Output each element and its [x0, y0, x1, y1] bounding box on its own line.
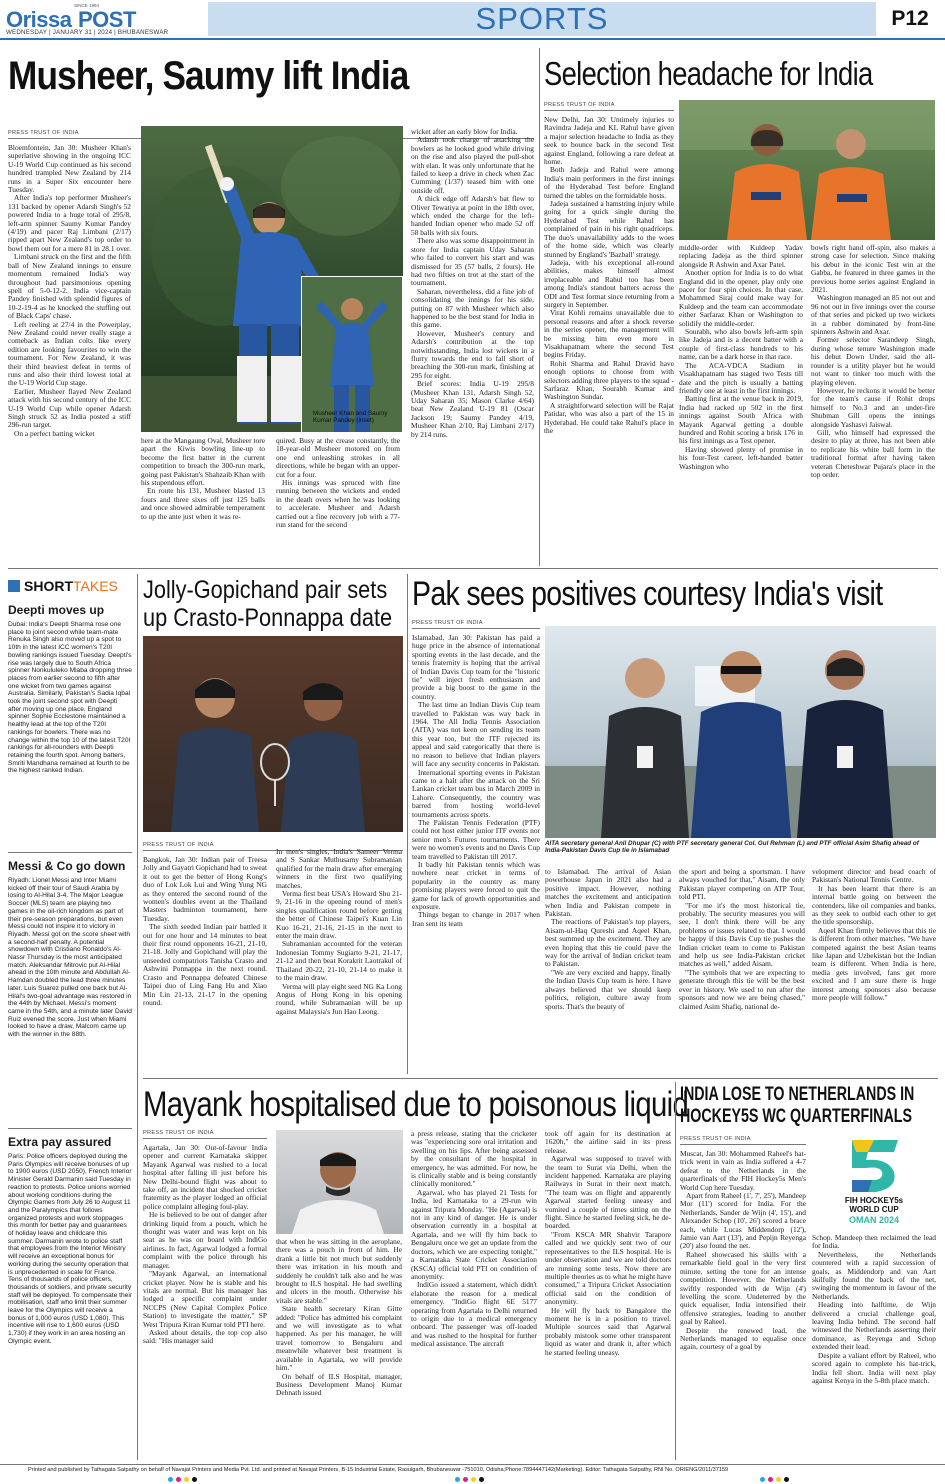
- officials-illustration: [545, 626, 936, 838]
- story2-para: middle-order with Kuldeep Yadav replacing Jadeja as the third spinner alongside R Ashwin and Axar Patel.: [679, 244, 803, 269]
- story5-photo: [276, 1130, 403, 1234]
- story3-byline: PRESS TRUST OF INDIA: [143, 842, 214, 848]
- story4-para: It badly hit Pakistan tennis which was nowhere near cricket in terms of popularity in the country as many promising players were forced to quit the game for lack of growth opportunities and exposure.: [412, 859, 540, 911]
- short-takes-rule-1: [8, 852, 132, 853]
- story2-para: bowls right hand off-spin, also makes a strong case for selection. Since making his debut in the iconic Test win at the Gabba, he featured in three games in the previous home series against England in 2021.: [811, 244, 935, 295]
- story2-para: Another option for India is to do what England did in the opener, play only one pacer for four spin choices. In that case, Mohammed Siraj could make way for Kuldeep and the team can accommodate either Sarfaraz Khan or Washington to solidify the middle-order.: [679, 268, 803, 328]
- story5-para: "Mayank Agarwal, an international cricket player. Now he is stable and his vitals are normal. But his manager has lodged a specific complaint under NCCPS (New Capital Complex Police Station) to investigate the matter," SP West Tripura Kiran Kumar told PTI here.: [143, 1269, 267, 1329]
- reg-dot-yellow: [184, 1477, 189, 1482]
- story1-para: However, Musheer's century and Adarsh's contribution at the top notwithstanding, India lost wickets in a flurry towards the end to fall short of breaching the 300-run mark, finishing at 295 for eight.: [411, 328, 534, 380]
- hockey5s-logo: [812, 1136, 936, 1228]
- hockey5s-logo-line3: OMAN 2024: [848, 1215, 900, 1225]
- section-title: SPORTS: [475, 1, 609, 36]
- story4-caption: AITA secretary general Anil Dhupar (C) with PTF secretary general Col. Gul Rehman (L) and PTF official Asim Shafiq ahead of India-Pakistan Davis Cup tie in Islamabad: [545, 840, 919, 855]
- short-take-deepti: [8, 604, 132, 844]
- story6-para: Despite a valiant effort by Raheel, who scored again to complete his hat-trick, India fell short. India will next play against Kenya in the 5-8th place match.: [812, 1350, 936, 1385]
- story5-col-1: [143, 1144, 267, 1460]
- reg-dot-cyan: [168, 1477, 173, 1482]
- reg-dot-magenta: [176, 1477, 181, 1482]
- story5-para: that when he was sitting in the aeroplane, there was a pouch in front of him. He drank a little bit not much but suddenly there was irritation in his mouth and suddenly he couldn't talk also and he was brought to ILS hospital. He had swelling and ulcers in the mouth. Otherwise his vitals are stable.": [276, 1238, 402, 1305]
- story6-para: Despite the renewed lead, the Netherlands managed to equalise once again, courtesy of a goal by: [680, 1325, 806, 1352]
- story4-col-3: [679, 868, 805, 1074]
- story5-para: Agarwal was supposed to travel with the team to Surat via Delhi, when the incident happened. Karnataka are playing Railways in Surat in their next match. "The team was on flight and apparently Agarwal started feeling uneasy and vomited a couple of times sitting on the flight. Since he started feeling sick, he de-boarded.: [545, 1154, 671, 1231]
- story5-para: took off again for its destination at 1620h," the airline said in its press release.: [545, 1130, 671, 1155]
- story1-col-4: [411, 128, 534, 561]
- story4-para: to Islamabad. The arrival of Asian powerhouse Japan in 2021 also had a positive impact. However, nothing matches the excitement and anticipation when India and Pakistan compete in Pakistan.: [545, 868, 671, 919]
- story2-para: Rohit Sharma and Rahul Dravid have enough options to choose from with selectors adding three players to the squad - Sarfaraz Khan, Sourabh Kumar and Washington Sundar.: [544, 358, 674, 402]
- story2-para: Sourabh, who also bowls left-arm spin like Jadeja and is a decent batter with a couple of first-class hundreds to his name, can be a dark horse in that race.: [679, 327, 803, 362]
- reg-dot-magenta: [463, 1477, 468, 1482]
- story4-para: The last time an Indian Davis Cup team travelled to Pakistan was way back in 1964. The All India Tennis Association (AITA) was not keen on sending its team this year too, but the ITF rejected its appeal and said categorically that there is no reason to believe that Indian players will face any security concerns in Pakistan.: [412, 700, 540, 769]
- story5-col-2: [276, 1238, 402, 1460]
- short-take-messi: [8, 860, 132, 1122]
- story1-col-1: [8, 144, 131, 560]
- reg-dot-magenta: [768, 1477, 773, 1482]
- reg-dot-cyan: [760, 1477, 765, 1482]
- story4-para: Aqeel Khan firmly believes that this tie is different from other matches. "We have competed against the best Asian teams like Japan and Uzbekistan but the Indian team is different. When India is here, media gets involved, fans get more excited and I am sure there is huge interest among sponsors also because more people will follow.": [812, 925, 936, 1003]
- story1-headline: Musheer, Saumy lift India: [8, 54, 409, 98]
- story3-para: Subramanian accounted for the veteran Indonesian Tommy Sugiarto 9-21, 21-17, 21-12 and then beat Korakrit Laotrakul of Thailand 20-22, 21-10, 21-14 to make it to the main draw.: [276, 939, 402, 983]
- story5-para: a press release, stating that the cricketer was "experiencing sore oral irritation and swelling on his lips. After being assessed by the consultant of the hospital in emergency, he was admitted. For now, he is clinically stable and is being constantly clinically monitored.": [411, 1130, 537, 1189]
- story4-para: Islamabad, Jan 30: Pakistan has paid a huge price in the absence of international sporting events in the last decade, and the tennis fraternity is hoping that the arrival of Indian Davis Cup team for the "historic tie" will inject fresh enthusiasm and provide a big boost to the game in the country.: [412, 634, 540, 701]
- story1-para: His innings was spruced with fine running between the wickets and ended in the death overs when he was looking to accelerate. Musheer and Adarsh carried out a fine recovery job with a 77-run stand for the second: [276, 478, 400, 530]
- story1-para: Adarsh took charge of attacking the bowlers as he looked good while driving on the rise and also played the pull-shot with elan. It was only unfortunate that he failed to keep a drive in check when Zac Cumming (1/37) teased him with one outside off.: [411, 135, 534, 195]
- short-takes-title-takes: TAKES: [73, 578, 118, 594]
- story2-col-3: [811, 244, 935, 562]
- bowler-illustration: [302, 277, 402, 432]
- story3-para: In men's singles, India's Sameer Verma and S Sankar Muthusamy Subramanian qualified for the main draw after emerging winners in the first two qualifying matches.: [276, 848, 402, 890]
- story4-para: Things began to change in 2017 when Iran sent its team: [412, 910, 540, 928]
- short-take-body: Dubai: India's Deepti Sharma rose one place to joint second while team-mate Renuka Singh also moved up a spot to 10th in the latest ICC women's T20I bowling rankings issued Tuesday. Deepti's rise was largely due to South Africa spinner Nonkululeko Mlaba dropping three places from earlier second to fifth after one wicket from two games against Australia. Similarly, Pakistan's Sadia Iqbal took the joint second spot with Deepti after moving up one place. England spinner Sophie Ecclestone maintained a healthy lead at the top of the T20I rankings for bowlers. There was no change within the top 10 of the latest T20I rankings for all-rounders with Deepti retaining the fourth spot. Among batters, Smriti Mandhana remained at fourth to be the highest ranked Indian.: [8, 621, 132, 775]
- story5-para: Agartala, Jan 30: Out-of-favour India opener and current Karnataka skipper Mayank Agarwal was rushed to a local hospital after falling ill just before his New Delhi-bound flight was about to take off, an incident that shocked cricket fraternity as the player lodged an official police complaint alleging foul-play.: [143, 1144, 267, 1211]
- short-take-body: Paris: Police officers deployed during the Paris Olympics will receive bonuses of up to 1900 euros (USD 2050), French Interior Minister Gerald Darmanin said Tuesday in reaction to protests. Police unions worried about working conditions during the Olympic Games from July 26 to August 11 and the Paralympics that follows organized protests and work stoppages this month for better pay and guarantees of holiday leave and childcare this summer. Darmanin wrote to police staff that employees from the Interior Ministry will receive an exceptional bonus for working during the security operation that is unprecedented in scale for France. Tens of thousands of police officers, thousands of soldiers, and private security staff will be deployed. To compensate their mobilisation, staff who limit their summer leave for the Olympics will receive a bonus of 1,000 euros (USD 1,080). This incentive will rise to 1,600 euros (USD 1,730) if they work in an area hosting an Olympic event.: [8, 1153, 132, 1345]
- story6-col-1: [680, 1150, 806, 1460]
- story3-headline-line1: Jolly-Gopichand pair sets: [143, 576, 388, 604]
- short-takes-header: [8, 578, 134, 594]
- vertical-rule-3: [407, 574, 408, 1074]
- story1-para: Earlier, Musheer flayed New Zealand attack with his second century of the ICC U-19 World Cup while opener Adarsh Singh struck 52 as India posted a stiff 296-run target.: [8, 386, 131, 430]
- story4-para: "We are very excited and happy, finally the Indian Davis Cup team is here. I have always believed that we should keep politics, religion, culture away from sports. That's the beauty of: [545, 967, 671, 1011]
- story4-para: The Pakistan Tennis Federation (PTF) could not host either junior ITF events nor senior men's Futures tournaments. There were no women's events and no Davis Cup team travelled to Pakistan till 2017.: [412, 817, 540, 861]
- story2-photo: [679, 100, 935, 240]
- short-takes-marker: [8, 580, 20, 592]
- story6-byline-rule: [680, 1144, 806, 1145]
- story2-para: Jadeja sustained a hamstring injury while going for a quick single during the Hyderabad Test while Rahul has complained of pain in his right quadriceps. The duo's unavailability adds to the woes of the home side, which was clearly stunned by England's 'Bazball' strategy.: [544, 199, 674, 259]
- badminton-pair-illustration: [143, 636, 403, 832]
- story5-para: He is believed to be out of danger after drinking liquid from a pouch, which he thought was water and was kept on his seat as he was on board with IndiGo airlines. In fact, Agarwal lodged a formal complaint with the police through his manager.: [143, 1210, 267, 1270]
- story1-para: On a perfect batting wicket: [14, 428, 95, 438]
- section-band: [208, 2, 876, 36]
- hockey5s-5-icon: [812, 1136, 936, 1194]
- short-take-body: Riyadh: Lionel Messi and Inter Miami kicked off their tour of Saudi Arabia by losing to Al-Hilal 3-4. The Major League Soccer (MLS) team are playing two games in the oil-rich kingdom as part of their pre-season preparations, but even Messi could not inspire it to victory in Riyadh. Messi got on the score sheet with a second-half penalty. A potential showdown with Cristiano Ronaldo's Al-Nassr Thursday is the most anticipated match. Aleksandar Mitrovic put Al-Hilal ahead in the 10th minute and Abdullah Al-Hamdan doubled the lead three minutes later. Luis Suarez pulled one back but Al-Hilal's two-goal advantage was restored in the 44th by Michael. Messi's moment came in the 54th, and a minute later David Ruiz evened the score. Just when Miami looked to have a draw, Malcom came up with the winner in the 88th.: [8, 877, 132, 1039]
- vertical-rule-4: [675, 1082, 676, 1460]
- story1-inset-photo: [301, 276, 403, 432]
- story6-para: Apart from Raheel (1', 7', 25'), Mandeep Mor (11') scored for India. For the Netherlands, Sander de Wijn (4', 15'), and Alexander Schop (10', 26') scored a brace each, while Lucas Middendorp (12'), Jamie van Aart (13'), and Pepijn Reyenga (20') also found the net.: [680, 1191, 806, 1251]
- story1-para: Bloemfontein, Jan 30: Musheer Khan's superlative showing in the ongoing ICC U-19 World Cup continued as his second hundred trampled New Zealand by 214 runs in a Super Six encounter here Tuesday.: [8, 144, 131, 195]
- story2-para: New Delhi, Jan 30: Untimely injuries to Ravindra Jadeja and KL Rahul have given a major selection headache to India as they seek to bounce back in the second Test against England, following a rare defeat at home.: [544, 116, 674, 167]
- hockey5s-logo-line1: FIH HOCKEY5s: [844, 1196, 904, 1205]
- story5-para: Agarwal, who has played 21 Tests for India, led Karnataka to a 29-run win against Tripura Monday. "He (Agarwal) is not in any kind of danger. He is under observation currently in a hospital at Agartala, and we will fly him back to Bengaluru once we get an update from the doctors, which we are expecting tonight," a Karnataka State Cricket Association (KSCA) official told PTI on condition of anonymity.: [411, 1187, 537, 1281]
- story6-headline-line1: INDIA LOSE TO NETHERLANDS IN: [680, 1084, 915, 1105]
- story2-headline: Selection headache for India: [544, 55, 873, 92]
- short-take-heading: Extra pay assured: [8, 1136, 112, 1149]
- story5-headline: Mayank hospitalised due to poisonous liquid: [143, 1085, 689, 1124]
- story2-col-1: [544, 116, 674, 562]
- footer-rule: [0, 1464, 945, 1465]
- footer-imprint: Printed and published by Tathagata Satpathy on behalf of Navajat Printers and Media Pvt. Ltd. and printed at Navajat Printers, B-15 Industrial Estate, Rasulgarh, Bhubaneswar -751010, Odisha;Phone:7894447142(Marketing). Editor: Tathagata Satpathy, RNI No. ORIENG/2011/37159: [28, 1467, 729, 1473]
- story6-para: Nevertheless, the Netherlands countered with a rapid succession of goals, as Middendorp and van Aart skilfully found the back of the net, swinging the momentum in favour of the Netherlands.: [812, 1249, 936, 1301]
- story3-para: Verma will play eight seed NG Ka Long Angus of Hong Kong in his opening round, while Subramanian will be up against Malaysia's Jun Hao Leong.: [276, 981, 402, 1016]
- registration-marks: [0, 1476, 945, 1484]
- story1-caption: Musheer Khan and Saumy Kumar Pandey (inset): [313, 410, 388, 425]
- horizontal-rule-1: [8, 568, 938, 569]
- logo-tagline: SINCE 1994: [74, 3, 100, 8]
- page-number: P12: [891, 7, 929, 30]
- story6-col-2: [812, 1234, 936, 1460]
- story2-byline: PRESS TRUST OF INDIA: [544, 102, 615, 108]
- reg-dot-yellow: [471, 1477, 476, 1482]
- story1-photo: [141, 126, 403, 432]
- story5-para: On behalf of ILS Hospital, manager, Business Development Manoj Kumar Debnath issued: [276, 1371, 402, 1398]
- story1-para: wicket after an early blow for India.: [411, 128, 518, 136]
- story1-col-3: [276, 437, 400, 561]
- story5-para: "From KSCA MR Shahvir Tarapore called and we quickly sent two of our representatives to the ILS hospital. He is under observation and we are told doctors are running some tests. Now there are multiple theories as to what he might have consumed," a Tripura Cricket Association official said on the condition of anonymity.: [545, 1229, 671, 1307]
- reg-dot-black: [784, 1477, 789, 1482]
- story5-para: Asked about details, the top cop also said: "His manager said: [143, 1327, 267, 1346]
- story2-para: Virat Kohli remains unavailable due to personal reasons and after a shock reverse in the series opener, the management will be missing him even more in Visakhapatnam where the second Test begins Friday.: [544, 308, 674, 360]
- story4-headline: Pak sees positives courtesy India's visit: [412, 575, 883, 613]
- hockey5s-logo-line2: WORLD CUP: [849, 1205, 899, 1214]
- story4-col-1: [412, 634, 540, 1074]
- story2-byline-rule: [544, 110, 674, 111]
- story2-para: However, he reckons it would be better for the team's cause if Rohit drops himself to No.3 and an under-fire Shubman Gill opens the innings alongside Yashasvi Jaiswal.: [811, 385, 935, 429]
- story4-para: International sporting events in Pakistan came to a halt after the attack on the Sri Lankan cricket team bus in March 2009 in Lahore. Consequently, the country was barred from hosting world-level tournaments across sports.: [412, 767, 540, 819]
- dateline: WEDNESDAY | JANUARY 31 | 2024 | BHUBANESWAR: [6, 29, 169, 36]
- story2-para: Batting first at the venue back in 2019, India had racked up 502 in the first innings against South Africa with Mayank Agarwal getting a double hundred and Rohit scoring a brisk 176 in his first innings as a Test opener.: [679, 394, 803, 446]
- reg-dot-black: [192, 1477, 197, 1482]
- logo-word-orissa: Orissa: [6, 7, 72, 32]
- short-take-heading: Deepti moves up: [8, 604, 105, 617]
- story3-photo: [143, 636, 403, 832]
- vertical-rule-1: [539, 48, 540, 566]
- short-take-heading: Messi & Co go down: [8, 860, 126, 873]
- story2-col-2: [679, 244, 803, 562]
- reg-dot-yellow: [776, 1477, 781, 1482]
- story3-para: Verma first beat USA's Howard Shu 21-9, 21-16 in the opening round of men's singles qualification round before getting the better of Chinese Taipei's Kuan Lin Kuo 16-21, 21-16, 21-15 in the next to enter the main draw.: [276, 889, 402, 941]
- story4-para: "For me it's the most historical tie, probably. The security measures you will see, I don't think there will be any problems or issues related to that. I would be happy if this Davis Cup tie pushes the Indian cricket team to come to Pakistan and help us see India-Pakistan cricket matches as well," added Aisam.: [679, 900, 805, 969]
- story2-para: The ACA-VDCA Stadium in Visakhapatnam has staged two Tests till date and the pitch is usually a batting friendly one at least in the first innings.: [679, 360, 803, 395]
- story6-para: Heading into halftime, de Wijn delivered a crucial challenge goal, leaving India behind. The second half witnessed the Netherlands asserting their dominance, as Reyenga and Schop extended their lead.: [812, 1300, 936, 1352]
- story4-photo: [545, 626, 936, 838]
- story6-para: Raheel showcased his skills with a remarkable field goal in the very first minute, setting the tone for an intense competition. However, the Netherlands swiftly responded with de Wijn (4') levelling the score. Undeterred by the quick equaliser, India intensified their offensive strategies, leading to another goal by Raheel.: [680, 1249, 806, 1327]
- story3-col-1: [143, 856, 267, 1074]
- story3-headline-line2: up Crasto-Ponnappa date: [143, 604, 393, 632]
- story4-col-4: [812, 868, 936, 1074]
- story1-para: There also was some disappointment in store for India captain Uday Saharan who failed to convert his start and was dismissed for 35 (57 balls, 2 fours). He had two fifties on trot at the start of the tournament.: [411, 236, 534, 288]
- story6-para: Schop. Mandeep then reclaimed the lead for India.: [812, 1234, 936, 1251]
- story4-col-2: [545, 868, 671, 1074]
- story4-byline: PRESS TRUST OF INDIA: [412, 620, 483, 626]
- story1-para: En route his 131, Musheer blasted 13 fours and three sixes off just 125 balls and once showed admirable temperament to up the ante just when it was re-: [141, 486, 265, 521]
- short-takes-title-short: SHORT: [24, 578, 73, 594]
- reg-dot-black: [479, 1477, 484, 1482]
- story6-byline: PRESS TRUST OF INDIA: [680, 1136, 751, 1142]
- story5-para: State health secretary Kiran Gitte added: "Police has admitted his complaint and we will investigate as to what happened. As per his manager, he will travel tomorrow to Bengaluru and meanwhile whatever best treatment is available in Agartala, we will provide him.": [276, 1304, 402, 1373]
- story2-para: Jadeja, with his exceptional all-round abilities, makes himself almost irreplaceable and Rahul too has been among India's standout batters across the ODI and Test format since returning from a surgery in September.: [544, 257, 674, 309]
- short-take-paris: [8, 1136, 132, 1460]
- story1-para: Saharan, nevertheless, did a fine job of consolidating the innings for his side, putting on 87 with Musheer which also happened to be the best stand for India in this game.: [411, 286, 534, 330]
- story6-headline-line2: HOCKEY5S WC QUARTERFINALS: [680, 1106, 912, 1127]
- story1-para: A thick edge off Adarsh's bat flew to Oliver Tewatiya at point in the 18th over, which ended the charge for the left-handed Indian opener who made 52 off 58 balls with six fours.: [411, 194, 534, 237]
- story1-byline: PRESS TRUST OF INDIA: [8, 130, 79, 136]
- horizontal-rule-2: [143, 1078, 938, 1079]
- reg-dot-cyan: [455, 1477, 460, 1482]
- story2-para: Having showed plenty of promise in his four-Test career, left-handed batter Washington who: [679, 444, 803, 471]
- masthead: [0, 0, 945, 40]
- story2-para: Gill, who himself had expressed the desire to play at three, has not been able to replicate his white ball form in the traditional format after having taken veteran Cheteshwar Pujara's place in the top order.: [811, 427, 935, 479]
- story4-para: "The symbols that we are expecting to generate through this tie will be the best ever in history. We used to run after the sponsors and now we are being chased," claimed Asim Shafiq, national de-: [679, 967, 805, 1011]
- story2-para: Washington managed an 85 not out and 96 not out in five innings over the course of that series and picked up two wickets in a rubber dominated by front-line spinners Ashwin and Axar.: [811, 293, 935, 337]
- story1-col-2: [141, 437, 265, 561]
- story4-para: The reactions of Pakistan's top players, Aisam-ul-Haq Qureshi and Aqeel Khan, best summed up the excitement. They are even hoping that this tie could pave the way for the arrival of Indian cricket team to Pakistan.: [545, 917, 671, 969]
- story3-para: Bangkok, Jan 30: Indian pair of Treesa Jolly and Gayatri Gopichand had to sweat it out to get the better of Hong Kong's duo of Lok Lok Lui and Wing Yung NG as they entered the second round of the women's doubles event at the Thailand Masters badminton tournament, here Tuesday.: [143, 856, 267, 923]
- story1-para: After India's top performer Musheer's 131 backed by opener Adarsh Singh's 52 powered India to a huge total of 295/8, left-arm spinner Saumy Kumar Pandey (4/19) and pacer Raj Limbani (2/17) ripped apart New Zealand's top order to bowl them out for a mere 81 in 28.1 over.: [8, 193, 131, 253]
- story5-col-3: [411, 1130, 537, 1460]
- logo: [6, 4, 176, 30]
- story2-para: Both Jadeja and Rahul were among India's main performers in the first innings of the Hyderabad Test before England turned the tables on the formidable hosts.: [544, 165, 674, 200]
- story3-para: The sixth seeded Indian pair battled it out for one hour and 14 minutes to beat their first round opponents 16-21, 21-10, 21-18. Jolly and Gopichand will play the unseeded compatriots Tanisha Crasto and Ashwini Ponnappa in the next round. Crasto and Ponnappa defeated Chinese Taipei duo of Ling Fang Hu and Xiao Min Lin 21-13, 21-17 in the opening round.: [143, 922, 267, 1007]
- masthead-rule: [0, 38, 945, 40]
- story1-para: here at the Mangaung Oval, Musheer tore apart the Kiwis bowling line-up to become the first batter in the current competition to breach the 300-run mark, going past Pakistan's Shahzaib Khan with his stupendous effort.: [141, 437, 265, 488]
- story1-para: Left reeling at 27/4 in the Powerplay, New Zealand could never really stage a comeback as Indian colts like every edition are looking favourites to win the tournament. For New Zealand, it was their third heaviest defeat in terms of runs and also their third lowest total at the U-19 World Cup stage.: [8, 319, 131, 388]
- story5-col-4: [545, 1130, 671, 1460]
- story4-para: the sport and being a sportsman. I have always vouched for that," Aisam, the only Pakistan player competing on ATP Tour, told PTI.: [679, 868, 805, 902]
- story1-para: Limbani struck on the first and the fifth ball of New Zealand innings to ensure momentum remained India's way throughout had parsimonious opening spell of 5-0-12-2. India vice-captain Pandey finished with splendid figures of 10-2-19-4 as he knocked the stuffing out of Black Caps' chase.: [8, 252, 131, 321]
- story3-col-2: [276, 848, 402, 1074]
- vertical-rule-2: [137, 574, 138, 1460]
- story5-para: He will fly back to Bangalore the moment he is in a position to travel. Multiple sources said that Agarwal probably mistook some other transparent liquid as water and drank it, after which he started feeling uneasy.: [545, 1305, 671, 1357]
- story4-byline-rule: [412, 628, 540, 629]
- mayank-illustration: [276, 1130, 403, 1234]
- story1-para: Brief scores: India U-19 295/8 (Musheer Khan 131, Adarsh Singh 52, Uday Saharan 35; Mason Clarke 4/64) beat New Zealand U-19 81 (Oscar Jackson 19; Saumy Pandey 4/19, Musheer Khan 2/10, Raj Limbani 2/17) by 214 runs.: [411, 379, 534, 439]
- story5-byline-rule: [143, 1138, 267, 1139]
- story5-para: IndiGo issued a statement, which didn't elaborate the reason for a medical emergency. "IndiGo flight 6E 5177 operating from Agartala to Delhi returned to origin due to a medical emergency onboard. The passenger was off-loaded and was rushed to the hospital for further medical assistance. The aircraft: [411, 1280, 537, 1349]
- story2-para: A straightforward selection will be Rajat Patidar, who was also a part of the 15 in Hyderabad. He could take Rahul's place in the: [544, 400, 674, 436]
- story4-para: It has been learnt that there is an internal battle going on between the contenders, like oil companies and banks, as they seek to outbid each other to get the title sponsorship.: [812, 883, 936, 927]
- story5-byline: PRESS TRUST OF INDIA: [143, 1130, 214, 1136]
- story1-para: quired. Busy at the crease constantly, the 18-year-old Musheer motored on from one end unleashing strokes in all directions, while he began with an upper-cut for a four.: [276, 437, 400, 479]
- story6-para: Muscat, Jan 30: Mohammed Raheel's hat-trick went in vain as India suffered a 4-7 defeat to the Netherlands in the quarterfinals of the FIH Hockey5s Men's World Cup here Tuesday.: [680, 1150, 806, 1192]
- coaches-illustration: [679, 100, 935, 240]
- story4-para: velopment director and head coach of Pakistan's National Tennis Centre.: [812, 868, 936, 885]
- logo-word-post: POST: [78, 7, 136, 32]
- short-takes-rule-2: [8, 1128, 132, 1129]
- story2-para: Former selector Sarandeep Singh, during whose tenure Washington made his debut Down Under, said the all-rounder is a utility player but he would not want to tinker too much with the playing eleven.: [811, 335, 935, 387]
